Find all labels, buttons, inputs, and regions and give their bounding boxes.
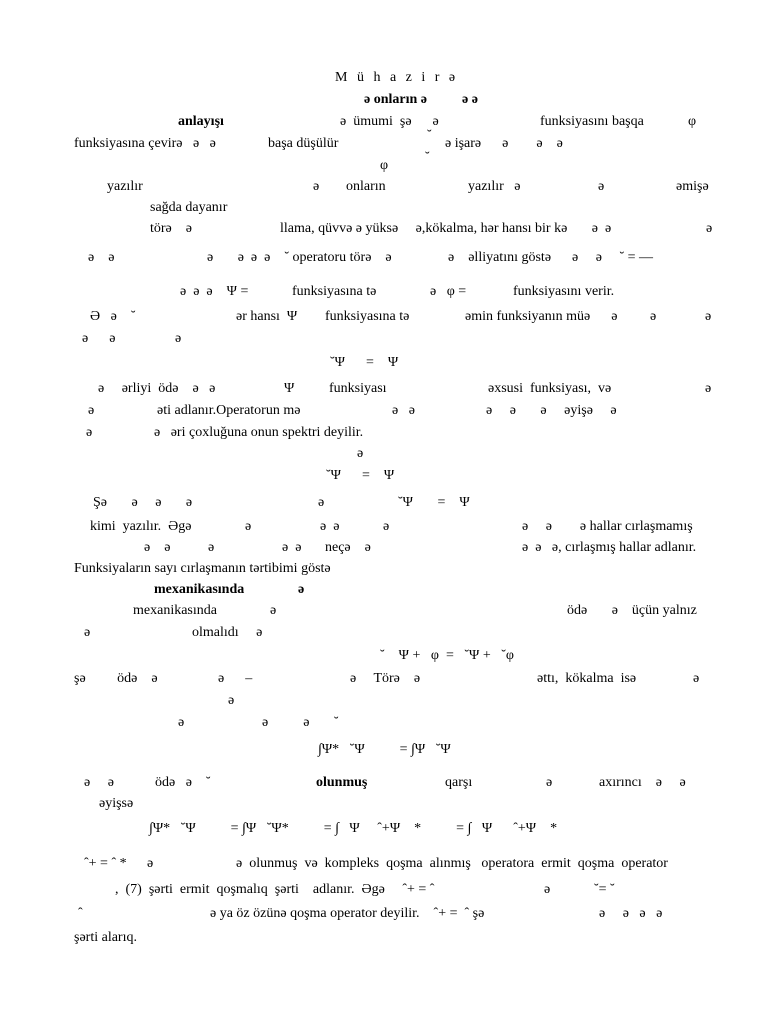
text-line: ə — [147, 856, 154, 871]
text-line: Funksiyaların sayı cırlaşmanın tərtibimi göstə — [74, 561, 331, 576]
text-line: ə — [544, 882, 551, 897]
text-line: ə ə — [144, 540, 171, 555]
text-line: ə — [546, 775, 553, 790]
text-line: əttı, kökalma isə — [537, 671, 637, 686]
text-line: ə ə ə ə ˘ operatoru törə ə — [207, 250, 392, 265]
equation: ∫Ψ* ˘Ψ = ∫Ψ ˘Ψ* = ∫ Ψ ˆ+Ψ * = ∫ Ψ ˆ+Ψ * — [149, 821, 558, 836]
text-line: şə ödə ə — [74, 671, 158, 686]
text-line: ə Törə ə — [350, 671, 421, 686]
text-line: yazılır ə — [468, 179, 521, 194]
page-title: M ü h a z i r ə — [335, 70, 459, 85]
text-line: əyişsə — [99, 796, 134, 811]
text-line: ə — [228, 693, 235, 708]
section-heading: ə — [298, 582, 305, 597]
text-line: Ψ — [284, 381, 295, 396]
text-line: ə — [598, 179, 605, 194]
text-line: ə — [650, 309, 657, 324]
text-line: ə ə — [84, 775, 114, 790]
text-line: anlayışı — [178, 114, 224, 129]
text-line: ə – — [218, 671, 253, 686]
text-line: ödə ə ˘ — [155, 775, 211, 790]
text-line: ə işarə ə ə ə — [445, 136, 563, 151]
text-line: ə ə — [392, 403, 415, 418]
text-line: ə əri çoxluğuna onun spektri deyilir. — [154, 425, 364, 440]
text-line: ˘ — [427, 128, 432, 143]
text-line: Ə ə ˘ — [90, 309, 136, 324]
text-line: ə — [357, 446, 364, 461]
text-line: ə ə — [320, 519, 340, 534]
text-line: ə ümumi şə ə — [340, 114, 439, 129]
text-line: ə — [175, 331, 182, 346]
text-line: ə ərliyi ödə ə ə — [98, 381, 216, 396]
text-line: onların — [346, 179, 386, 194]
text-line: ˆ — [78, 906, 83, 921]
text-line: funksiyasını verir. — [513, 284, 615, 299]
text-line: ə onların ə ə ə — [364, 92, 478, 107]
text-line: ə — [84, 625, 91, 640]
text-line: ə ə ə hallar cırlaşmamış — [522, 519, 693, 534]
text-line: ə — [706, 221, 713, 236]
text-line: ə ə — [88, 250, 115, 265]
text-line: ə — [705, 381, 712, 396]
text-line: ə əlliyatını göstə ə ə ˘ = ― — [448, 250, 654, 265]
text-line: ə — [318, 495, 325, 510]
text-line: ˘ — [425, 150, 430, 165]
text-line: ə — [208, 540, 215, 555]
text-line: törə ə — [150, 221, 192, 236]
text-line: şərti alarıq. — [74, 930, 137, 945]
text-line: ər hansı Ψ — [236, 309, 298, 324]
text-line: əti adlanır.Operatorun mə — [157, 403, 301, 418]
equation: ˘ Ψ + φ = ˘Ψ + ˘φ — [380, 648, 514, 663]
text-line: başa düşülür — [268, 136, 339, 151]
text-line: ödə ə üçün yalnız — [567, 603, 697, 618]
text-line: kimi yazılır. Əgə — [90, 519, 192, 534]
equation: ˘Ψ = Ψ — [326, 468, 395, 483]
text-line: ə — [88, 403, 95, 418]
text-line: qarşı — [445, 775, 473, 790]
text-line: neçə ə — [325, 540, 371, 555]
text-line: ˘= ˘ — [594, 882, 615, 897]
text-line: funksiyasına çevirə ə ə — [74, 136, 216, 151]
text-line: funksiyası — [329, 381, 387, 396]
text-line: yazılır — [107, 179, 143, 194]
text-line: ə — [313, 179, 320, 194]
text-line: olunmuş — [316, 775, 368, 790]
text-line: ə — [270, 603, 277, 618]
text-line: ə — [383, 519, 390, 534]
text-line: əxsusi funksiyası, və — [488, 381, 612, 396]
text-line: olmalıdı ə — [192, 625, 263, 640]
section-heading: mexanikasında — [154, 582, 245, 597]
text-line: φ — [688, 114, 697, 129]
text-line: φ — [380, 158, 389, 173]
text-line: Şə ə ə ə — [93, 495, 193, 510]
text-line: ə ə ə ə — [599, 906, 663, 921]
equation: ˘Ψ = Ψ — [330, 355, 399, 370]
text-line: ə — [693, 671, 700, 686]
text-line: ə — [86, 425, 93, 440]
text-line: ə — [178, 715, 185, 730]
text-line: ə ə — [82, 331, 116, 346]
text-line: ə ə ə əyişə ə — [486, 403, 617, 418]
text-line: llama, qüvvə ə yüksə ə,kökalma, hər hansı bir kə ə ə — [280, 221, 612, 236]
text-line: ə ə ə Ψ = — [180, 284, 249, 299]
text-line: ə — [705, 309, 712, 324]
equation: ∫Ψ* ˘Ψ = ∫Ψ ˘Ψ — [318, 742, 451, 757]
text-line: funksiyasını başqa — [540, 114, 644, 129]
equation: ˘Ψ = Ψ — [398, 495, 470, 510]
text-line: ə ə ˘ — [262, 715, 339, 730]
text-line: funksiyasına tə — [325, 309, 410, 324]
text-line: ə olunmuş və kompleks qoşma alınmış operatora ermit qoşma operator — [236, 856, 668, 871]
text-line: əmin funksiyanın müə ə — [465, 309, 618, 324]
text-line: sağda dayanır — [150, 200, 228, 215]
text-line: funksiyasına tə — [292, 284, 377, 299]
text-line: mexanikasında — [133, 603, 217, 618]
text-line: axırıncı ə ə — [599, 775, 686, 790]
text-line: ə ya öz özünə qoşma operator deyilir. ˆ+ = ˆ şə — [210, 906, 485, 921]
text-line: , (7) şərti ermit qoşmalıq şərti adlanır. Əgə ˆ+ = ˆ — [115, 882, 435, 897]
text-line: ə — [245, 519, 252, 534]
text-line: ˆ+ = ˆ * — [84, 856, 127, 871]
text-line: ə φ = — [430, 284, 467, 299]
text-line: ə ə ə, cırlaşmış hallar adlanır. — [522, 540, 697, 555]
text-line: ə ə — [282, 540, 302, 555]
text-line: əmişə — [676, 179, 709, 194]
